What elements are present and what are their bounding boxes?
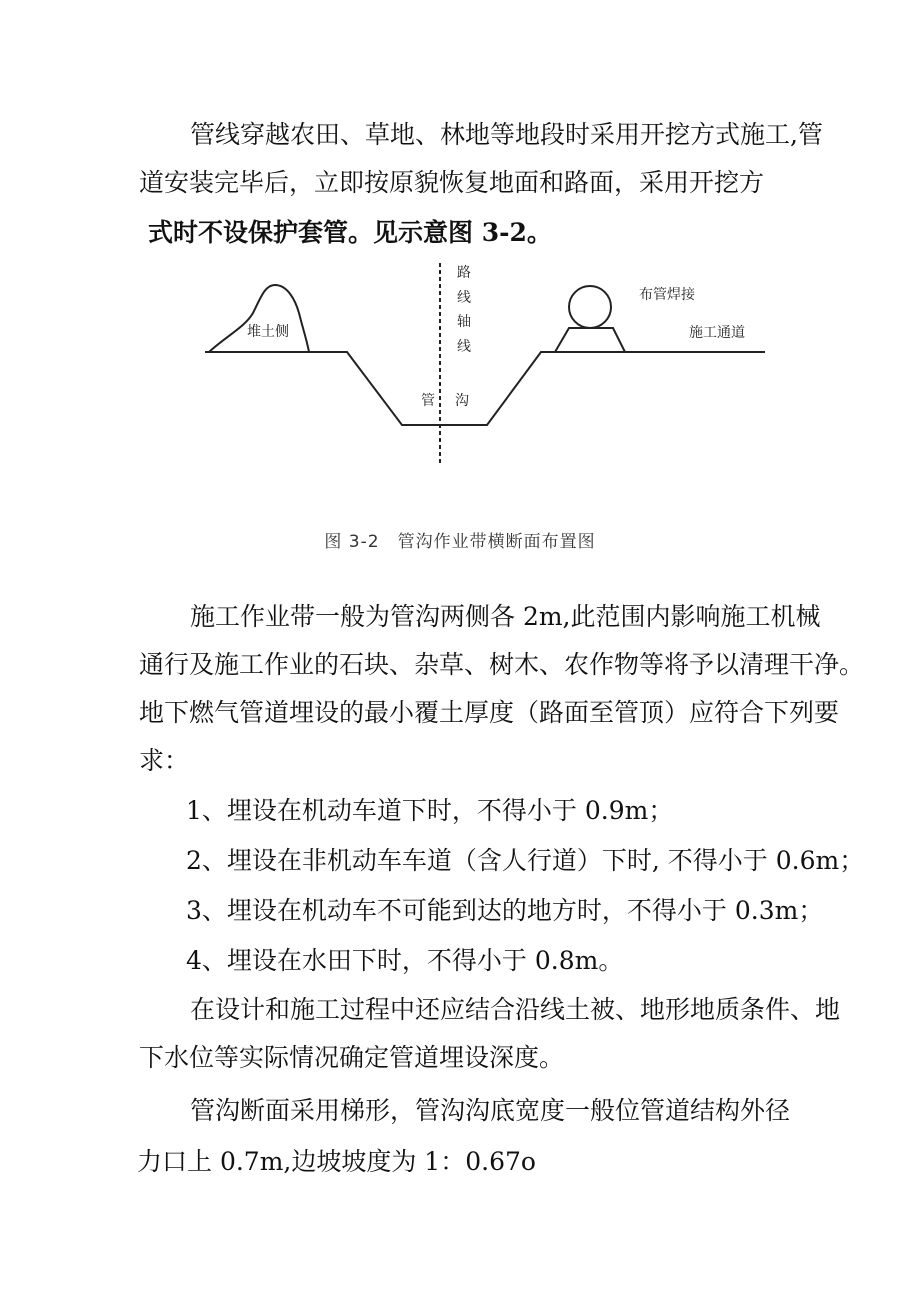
pipe-circle: [569, 286, 611, 328]
axis-label-3: 轴: [457, 314, 471, 330]
list-item-2: 2、埋设在非机动车车道（含人行道）下时, 不得小于 0.6m；: [186, 846, 865, 875]
axis-label-4: 线: [457, 339, 471, 355]
trench-cross-section-diagram: [195, 255, 775, 470]
axis-label-2: 线: [457, 290, 471, 306]
trench-label-1: 管: [421, 393, 435, 409]
paragraph4-line2: 力口上 0.7m,边坡坡度为 1：0.67o: [137, 1147, 536, 1176]
trench-diagram-svg: [195, 255, 775, 470]
construction-road-label: 施工通道: [689, 325, 745, 341]
paragraph3-line1: 在设计和施工过程中还应结合沿线土被、地形地质条件、地: [190, 995, 841, 1024]
spoil-side-label: 堆土侧: [247, 324, 289, 340]
figure-caption: 图 3-2 管沟作业带横断面布置图: [324, 532, 596, 552]
spoil-pile-shape: [209, 285, 309, 352]
ground-profile: [205, 352, 765, 425]
paragraph1-line3: 式时不设保护套管。见示意图 3-2。: [148, 218, 552, 247]
paragraph2-line2: 通行及施工作业的石块、杂草、树木、农作物等将予以清理干净。: [139, 650, 865, 679]
paragraph2-line3: 地下燃气管道埋设的最小覆土厚度（路面至管顶）应符合下列要: [139, 698, 840, 727]
paragraph2-line1: 施工作业带一般为管沟两侧各 2m,此范围内影响施工机械: [190, 602, 821, 631]
pipe-support-block: [555, 328, 625, 352]
paragraph1-line1: 管线穿越农田、草地、林地等地段时采用开挖方式施工,管: [190, 120, 823, 149]
trench-label-2: 沟: [455, 393, 469, 409]
axis-label-1: 路: [457, 265, 471, 281]
paragraph2-line4: 求：: [139, 746, 190, 775]
list-item-1: 1、埋设在机动车道下时，不得小于 0.9m；: [186, 796, 674, 825]
list-item-4: 4、埋设在水田下时，不得小于 0.8m。: [186, 946, 624, 975]
list-item-3: 3、埋设在机动车不可能到达的地方时，不得小于 0.3m；: [186, 896, 824, 925]
paragraph3-line2: 下水位等实际情况确定管道埋设深度。: [139, 1043, 565, 1072]
pipe-welding-label: 布管焊接: [639, 287, 695, 303]
paragraph4-line1: 管沟断面采用梯形，管沟沟底宽度一般位管道结构外径: [190, 1096, 791, 1125]
paragraph1-line2: 道安装完毕后，立即按原貌恢复地面和路面，采用开挖方: [139, 168, 765, 197]
